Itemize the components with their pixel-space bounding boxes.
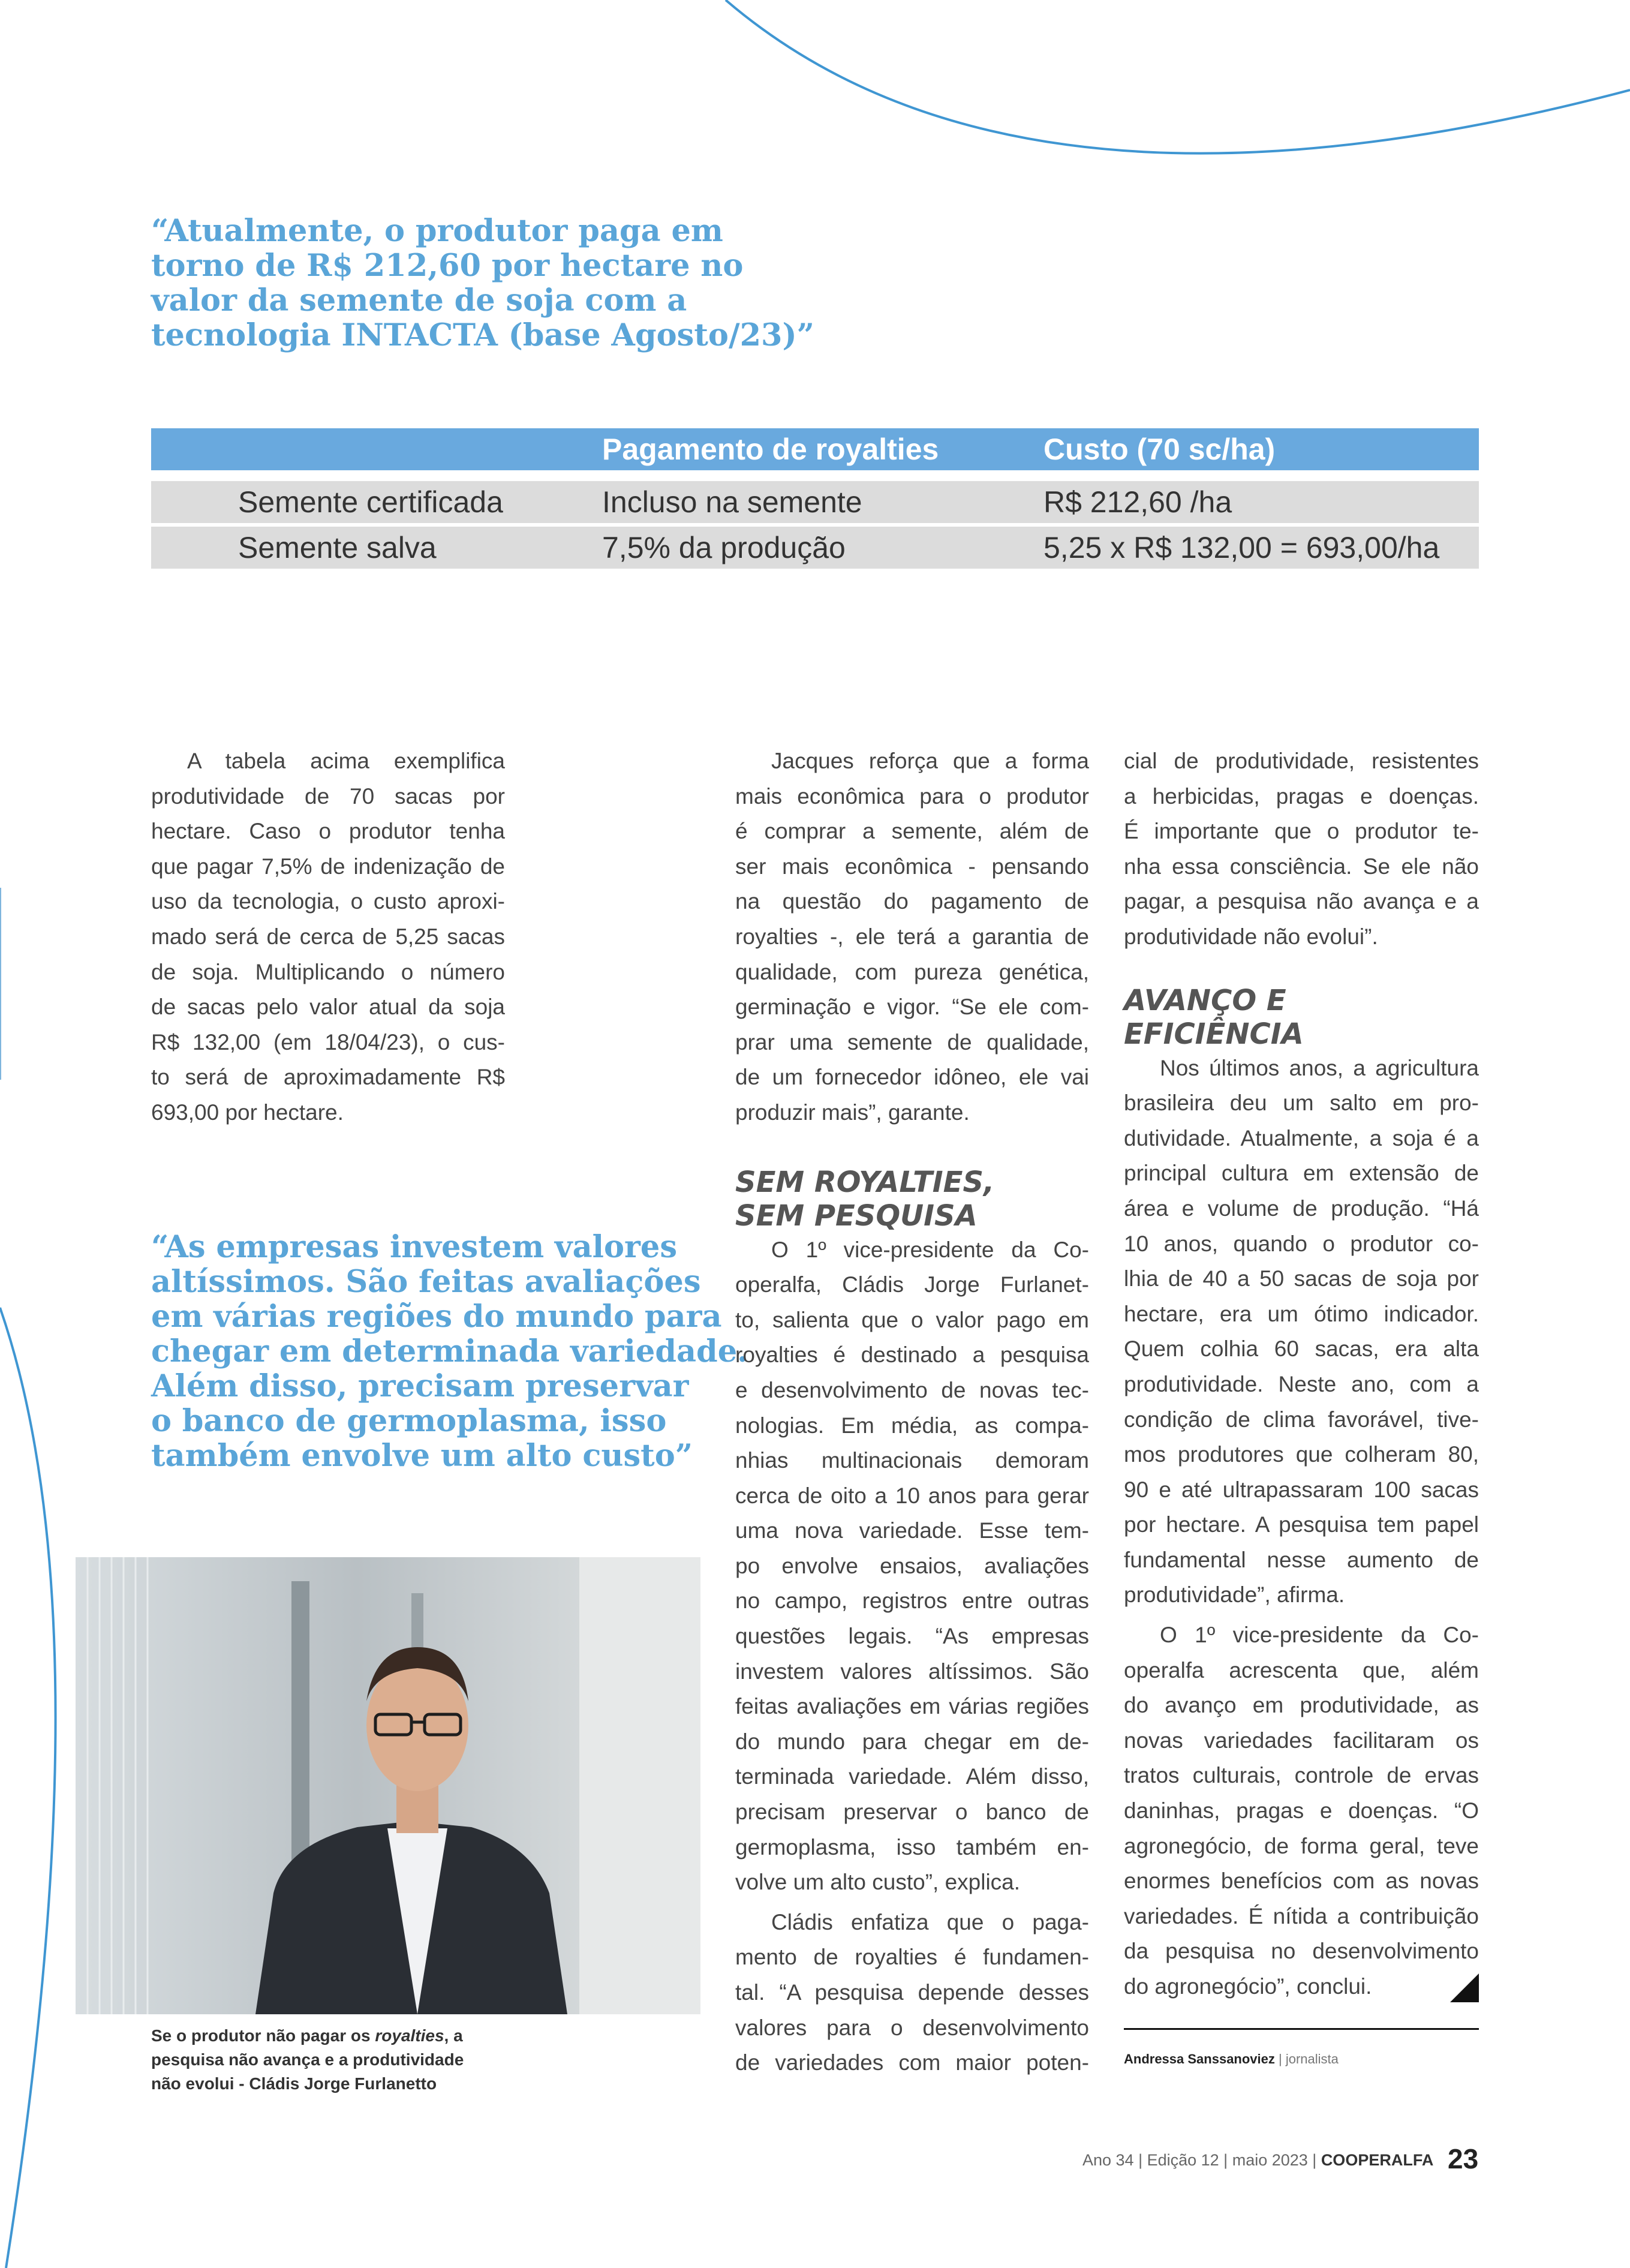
- paragraph-line: O 1º vice-presidente da Co-: [1160, 1623, 1479, 1648]
- paragraph-line: brasileira deu um salto em pro-: [1124, 1091, 1479, 1116]
- paragraph-line: qualidade, com pureza genética,: [735, 959, 1089, 984]
- section-heading: SEM PESQUISA: [735, 1198, 978, 1233]
- caption-text: , a: [444, 2026, 463, 2045]
- paragraph-line: área e volume de produção. “Há: [1124, 1195, 1479, 1221]
- paragraph-line: de sacas pelo valor atual da soja: [151, 995, 505, 1020]
- paragraph-line: produtividade. Neste ano, com a: [1124, 1371, 1479, 1396]
- pull-quote-line: em várias regiões do mundo para: [151, 1299, 722, 1335]
- caption-text: Se o produtor não pagar os: [151, 2026, 375, 2045]
- paragraph-line: e desenvolvimento de novas tec-: [735, 1377, 1089, 1402]
- paragraph-line: que pagar 7,5% de indenização de: [151, 854, 505, 879]
- byline-rule: [1124, 2028, 1479, 2030]
- pull-quote-line: “As empresas investem valores: [151, 1229, 678, 1265]
- paragraph-line: nha essa consciência. Se ele não: [1124, 854, 1479, 879]
- paragraph-line: prar uma semente de qualidade,: [735, 1029, 1089, 1055]
- paragraph-line: ser mais econômica - pensando: [735, 854, 1089, 879]
- paragraph-line: de variedades com maior poten-: [735, 2050, 1089, 2075]
- section-heading: EFICIÊNCIA: [1124, 1017, 1304, 1051]
- paragraph-line: produtividade”, afirma.: [1124, 1582, 1345, 1608]
- paragraph-line: questões legais. “As empresas: [735, 1624, 1089, 1649]
- table-cell: Semente certificada: [238, 485, 503, 519]
- paragraph-line: operalfa, Cládis Jorge Furlanet-: [735, 1272, 1089, 1297]
- caption-line: pesquisa não avança e a produtividade: [151, 2050, 464, 2069]
- paragraph-line: É importante que o produtor te-: [1124, 819, 1479, 844]
- pull-quote-line: tecnologia INTACTA (base Agosto/23)”: [151, 317, 815, 353]
- paragraph-line: enormes benefícios com as novas: [1124, 1869, 1479, 1894]
- paragraph-line: volve um alto custo”, explica.: [735, 1870, 1021, 1895]
- table-row: [151, 481, 1479, 523]
- spacer: [735, 1131, 1089, 1165]
- paragraph-line: é comprar a semente, além de: [735, 819, 1089, 844]
- paragraph-line: lhia de 40 a 50 sacas de soja por: [1124, 1266, 1479, 1291]
- paragraph-line: uma nova variedade. Esse tem-: [735, 1518, 1089, 1543]
- page-footer: [1082, 2151, 1433, 2170]
- paragraph-line: da pesquisa no desenvolvimento: [1124, 1939, 1479, 1964]
- paragraph-line: de soja. Multiplicando o número: [151, 959, 505, 984]
- article-column-2: [735, 744, 1089, 2081]
- paragraph-line: po envolve ensaios, avaliações: [735, 1553, 1089, 1578]
- paragraph-line: cial de produtividade, resistentes: [1124, 749, 1479, 773]
- paragraph-line: condição de clima favorável, tive-: [1124, 1407, 1479, 1432]
- paragraph-line: pagar, a pesquisa não avança e a: [1124, 889, 1479, 914]
- table-cell: Semente salva: [238, 531, 437, 564]
- paragraph-line: 10 anos, quando o produtor co-: [1124, 1231, 1479, 1256]
- pull-quote-line: altíssimos. São feitas avaliações: [151, 1264, 701, 1300]
- paragraph-line: a herbicidas, pragas e doenças.: [1124, 783, 1479, 809]
- paragraph-line: valores para o desenvolvimento: [735, 2015, 1089, 2040]
- table-cell: 7,5% da produção: [602, 531, 846, 564]
- table-header-row: [151, 428, 1479, 470]
- royalties-table: [151, 428, 1479, 572]
- paragraph-line: O 1º vice-presidente da Co-: [771, 1237, 1089, 1262]
- paragraph-line: to será de aproximadamente R$: [151, 1065, 505, 1090]
- paragraph-line: investem valores altíssimos. São: [735, 1659, 1089, 1684]
- caption-line: [151, 2024, 464, 2048]
- paragraph-line: variedades. É nítida a contribuição: [1124, 1903, 1479, 1928]
- pull-quote-mid: [151, 1230, 748, 1473]
- byline-role: | jornalista: [1279, 2051, 1339, 2066]
- paragraph-line: por hectare. A pesquisa tem papel: [1124, 1512, 1479, 1537]
- paragraph-line: hectare, era um ótimo indicador.: [1124, 1301, 1479, 1326]
- paragraph-line: Cládis enfatiza que o paga-: [771, 1909, 1089, 1934]
- spacer: [1124, 955, 1479, 984]
- paragraph-line: no campo, registros entre outras: [735, 1588, 1089, 1614]
- section-heading: SEM ROYALTIES,: [735, 1165, 995, 1199]
- pull-quote-line: chegar em determinada variedade.: [151, 1333, 748, 1369]
- paragraph-line: fundamental nesse aumento de: [1124, 1547, 1479, 1572]
- paragraph-line: nhias multinacionais demoram: [735, 1448, 1089, 1473]
- paragraph-line: do avanço em produtividade, as: [1124, 1693, 1479, 1718]
- paragraph-line: 693,00 por hectare.: [151, 1100, 344, 1125]
- pull-quote-line: o banco de germoplasma, isso: [151, 1403, 667, 1439]
- footer-brand: COOPERALFA: [1321, 2151, 1434, 2169]
- article-column-3: [1124, 744, 1479, 2005]
- article-column-1: [151, 744, 505, 1131]
- pull-quote-line: torno de R$ 212,60 por hectare no: [151, 248, 744, 284]
- paragraph-line: uso da tecnologia, o custo aproxi-: [151, 889, 505, 914]
- paragraph-line: Quem colhia 60 sacas, era alta: [1124, 1336, 1479, 1362]
- paragraph-line: agronegócio, de forma geral, teve: [1124, 1833, 1479, 1858]
- paragraph-line: tal. “A pesquisa depende desses: [735, 1980, 1089, 2005]
- paragraph-line: dutividade. Atualmente, a soja é a: [1124, 1125, 1479, 1150]
- paragraph-line: hectare. Caso o produtor tenha: [151, 819, 505, 844]
- paragraph-line: mos produtores que colheram 80,: [1124, 1442, 1479, 1467]
- caption-emphasis: royalties: [375, 2026, 444, 2045]
- pull-quote-line: também envolve um alto custo”: [151, 1438, 693, 1474]
- paragraph-line: royalties -, ele terá a garantia de: [735, 924, 1089, 949]
- paragraph-line: daninhas, pragas e doenças. “O: [1124, 1798, 1479, 1824]
- paragraph-line: mado será de cerca de 5,25 sacas: [151, 924, 505, 949]
- spacer: [735, 1900, 1089, 1905]
- table-cell: Incluso na semente: [602, 485, 862, 519]
- paragraph-line: produtividade de 70 sacas por: [151, 783, 505, 809]
- spacer: [1124, 1613, 1479, 1618]
- pull-quote-line: Além disso, precisam preservar: [151, 1368, 689, 1404]
- page-number: 23: [1448, 2143, 1479, 2174]
- table-row: [151, 527, 1479, 569]
- paragraph-line: do mundo para chegar em de-: [735, 1729, 1089, 1754]
- paragraph-line: principal cultura em extensão de: [1124, 1161, 1479, 1186]
- paragraph-line: do agronegócio”, conclui.: [1124, 1974, 1372, 1999]
- paragraph-line: precisam preservar o banco de: [735, 1800, 1089, 1825]
- pull-quote-top: [151, 214, 814, 353]
- paragraph-line: nologias. Em média, as compa-: [735, 1413, 1089, 1438]
- paragraph-line: germinação e vigor. “Se ele com-: [735, 995, 1089, 1020]
- paragraph-line: 90 e até ultrapassaram 100 sacas: [1124, 1477, 1479, 1502]
- table-cell: 5,25 x R$ 132,00 = 693,00/ha: [1043, 531, 1440, 564]
- paragraph-line: mento de royalties é fundamen-: [735, 1945, 1089, 1970]
- paragraph-line: Jacques reforça que a forma: [771, 749, 1089, 773]
- paragraph-line: feitas avaliações em várias regiões: [735, 1694, 1089, 1719]
- pull-quote-line: “Atualmente, o produtor paga em: [151, 213, 723, 249]
- paragraph-line: operalfa acrescenta que, além: [1124, 1657, 1479, 1683]
- paragraph-line: germoplasma, isso também en-: [735, 1834, 1089, 1860]
- byline-name: Andressa Sanssanoviez: [1124, 2051, 1275, 2066]
- portrait-photo: [76, 1557, 700, 2014]
- paragraph-line: novas variedades facilitaram os: [1124, 1728, 1479, 1753]
- end-of-article-triangle-icon: [1450, 1973, 1479, 2002]
- paragraph-line: de um fornecedor idôneo, ele vai: [735, 1065, 1089, 1090]
- table-cell: R$ 212,60 /ha: [1043, 485, 1232, 519]
- pull-quote-line: valor da semente de soja com a: [151, 283, 687, 319]
- paragraph-line: royalties é destinado a pesquisa: [735, 1342, 1089, 1368]
- footer-info: Ano 34 | Edição 12 | maio 2023 |: [1082, 2151, 1321, 2169]
- paragraph-line: Nos últimos anos, a agricultura: [1160, 1055, 1479, 1080]
- photo-caption: [151, 2024, 464, 2096]
- paragraph-line: cerca de oito a 10 anos para gerar: [735, 1483, 1089, 1508]
- paragraph-line: mais econômica para o produtor: [735, 783, 1089, 809]
- paragraph-line: R$ 132,00 (em 18/04/23), o cus-: [151, 1029, 505, 1055]
- paragraph-line: terminada variedade. Além disso,: [735, 1764, 1089, 1789]
- paragraph-line: produzir mais”, garante.: [735, 1100, 970, 1125]
- section-heading: AVANÇO E: [1124, 983, 1286, 1017]
- byline: [1124, 2051, 1339, 2067]
- paragraph-line: A tabela acima exemplifica: [187, 749, 505, 773]
- paragraph-line: na questão do pagamento de: [735, 889, 1089, 914]
- table-header-cell: Pagamento de royalties: [602, 432, 939, 466]
- caption-line: não evolui - Cládis Jorge Furlanetto: [151, 2074, 437, 2093]
- table-header-cell: Custo (70 sc/ha): [1043, 432, 1276, 466]
- paragraph-line: to, salienta que o valor pago em: [735, 1307, 1089, 1332]
- paragraph-line: tratos culturais, controle de ervas: [1124, 1763, 1479, 1788]
- paragraph-line: produtividade não evolui”.: [1124, 924, 1378, 949]
